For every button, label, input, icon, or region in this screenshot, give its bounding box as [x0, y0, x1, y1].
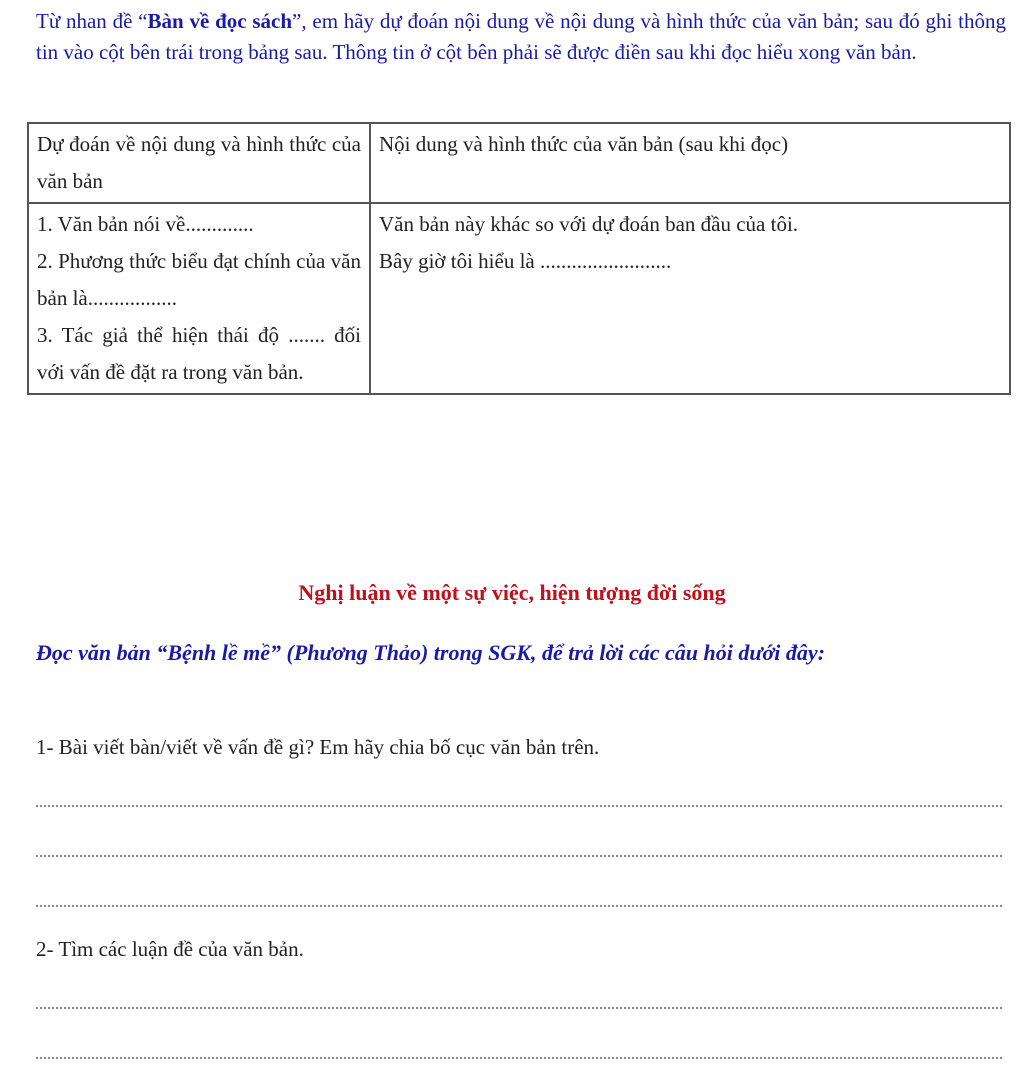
intro-suffix: ”, em hãy dự đoán nội dung về nội dung và hình thức của văn bản; sau đó ghi thông tin vào cột bên trái trong bảng sau. Thông tin ở cột bên phải sẽ được điền sau khi đọc hiểu xong văn bản.	[36, 9, 1007, 64]
left-item-3: 3. Tác giả thể hiện thái độ ....... đối với vấn đề đặt ra trong văn bản.	[37, 323, 361, 384]
task-instruction: Đọc văn bản “Bệnh lề mề” (Phương Thảo) trong SGK, để trả lời các câu hỏi dưới đây:	[36, 640, 826, 665]
right-line-1: Văn bản này khác so với dự đoán ban đầu của tôi.	[379, 212, 799, 236]
answer-line-5	[36, 1057, 1002, 1059]
header-left-cell: Dự đoán về nội dung và hình thức của văn bản	[28, 123, 370, 203]
right-line-2: Bây giờ tôi hiểu là .........................	[379, 249, 672, 273]
question-2: 2- Tìm các luận đề của văn bản.	[36, 937, 304, 961]
section-heading: Nghị luận về một sự việc, hiện tượng đời sống	[298, 580, 726, 605]
table-header-row	[28, 123, 1010, 203]
left-answer-cell	[28, 203, 370, 394]
header-right-cell: Nội dung và hình thức của văn bản (sau khi đọc)	[370, 123, 1010, 203]
answer-line-3	[36, 905, 1002, 907]
intro-prefix: Từ nhan đề “	[36, 9, 148, 33]
left-item-2: 2. Phương thức biểu đạt chính của văn bản là.................	[37, 249, 361, 310]
answer-line-4	[36, 1007, 1002, 1009]
answer-line-2	[36, 855, 1002, 857]
intro-paragraph	[36, 6, 1006, 68]
question-1: 1- Bài viết bàn/viết về vấn đề gì? Em hãy chia bố cục văn bản trên.	[36, 735, 600, 759]
table-body-row	[28, 203, 1010, 394]
answer-line-1	[36, 805, 1002, 807]
intro-bold-title: Bàn về đọc sách	[147, 9, 293, 33]
right-answer-cell	[370, 203, 1010, 394]
left-item-1: 1. Văn bản nói về.............	[37, 212, 254, 236]
prediction-table	[27, 122, 1011, 395]
